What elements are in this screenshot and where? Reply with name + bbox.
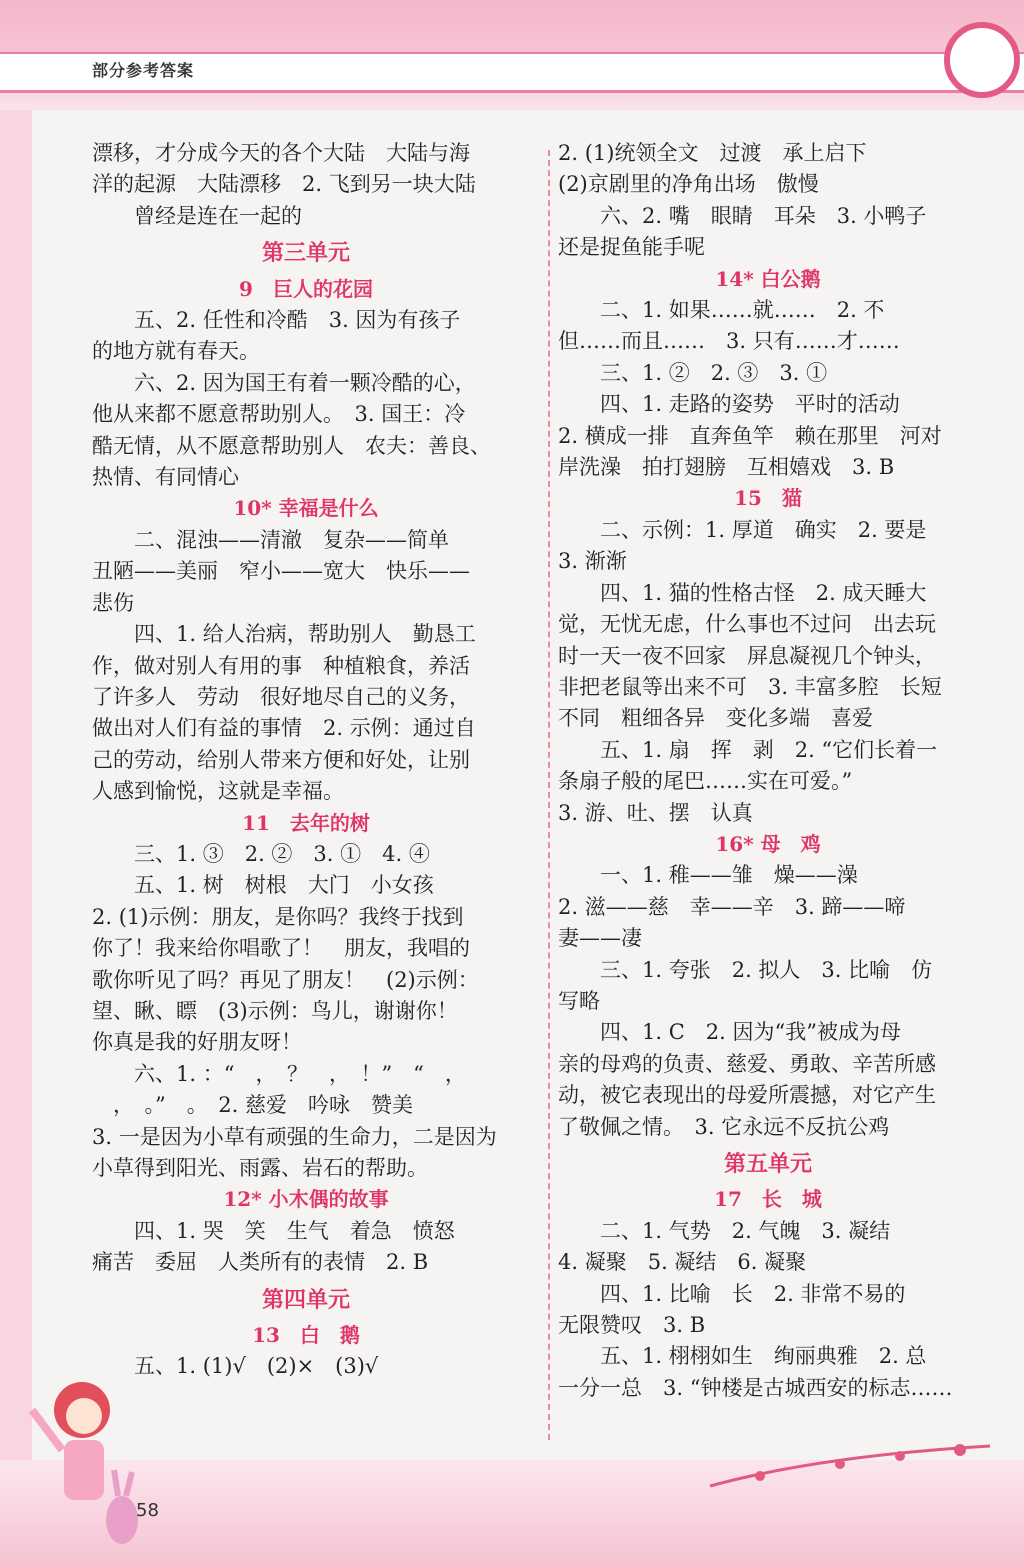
answer-line: 悲伤 — [92, 590, 134, 615]
lesson-heading: 15 猫 — [734, 486, 802, 511]
answer-line: 酷无情，从不愿意帮助别人 农夫：善良、 — [92, 433, 491, 458]
answer-line: 了敬佩之情。 3. 它永远不反抗公鸡 — [558, 1114, 890, 1139]
answer-line: 2. (1)示例：朋友，是你吗？我终于找到 — [92, 904, 464, 929]
answer-line: 还是捉鱼能手呢 — [558, 235, 705, 260]
answer-line: 二、1. 气势 2. 气魄 3. 凝结 — [600, 1218, 891, 1243]
answer-line: 二、示例：1. 厚道 确实 2. 要是 — [600, 517, 927, 542]
lesson-heading: 14* 白公鹅 — [715, 266, 821, 291]
answer-line: 3. 渐渐 — [558, 549, 627, 574]
answer-line: 亲的母鸡的负责、慈爱、勇敢、辛苦所感 — [558, 1051, 936, 1076]
answer-line: 一分一总 3. “钟楼是古城西安的标志…… — [558, 1375, 953, 1400]
page-header-title: 部分参考答案 — [92, 61, 195, 80]
lesson-heading: 9 巨人的花园 — [239, 276, 373, 301]
answer-line: 你真是我的好朋友呀！ — [92, 1030, 302, 1055]
answer-line: 无限赞叹 3. B — [558, 1313, 706, 1338]
answer-line: 作，做对别人有用的事 种植粮食，养活 — [92, 653, 470, 678]
answer-line: 但……而且…… 3. 只有……才…… — [558, 329, 900, 354]
answer-line: 四、1. 给人治病，帮助别人 勤恳工 — [134, 622, 476, 647]
lesson-heading: 13 白 鹅 — [252, 1323, 360, 1348]
left-column — [92, 138, 520, 1383]
answer-line: 了许多人 劳动 很好地尽自己的义务， — [92, 684, 470, 709]
answer-line: 二、混浊——清澈 复杂——简单 — [134, 527, 449, 552]
answer-line: 动，被它表现出的母爱所震撼，对它产生 — [558, 1083, 936, 1108]
answer-line: ， 。” 。 2. 慈爱 吟咏 赞美 — [92, 1093, 413, 1118]
lesson-heading: 17 长 城 — [714, 1187, 822, 1212]
answer-line: 二、1. 如果……就…… 2. 不 — [600, 298, 885, 323]
answer-line: 五、1. 扇 挥 剥 2. “它们长着一 — [600, 737, 938, 762]
answer-line: (2)京剧里的净角出场 傲慢 — [558, 172, 819, 197]
answer-line: 六、2. 因为国王有着一颗冷酷的心， — [134, 370, 476, 395]
answer-line: 五、1. 树 树根 大门 小女孩 — [134, 873, 434, 898]
answer-line: 3. 游、吐、摆 认真 — [558, 800, 753, 825]
answer-line: 3. 一是因为小草有顽强的生命力，二是因为 — [92, 1124, 497, 1149]
answer-line: 五、2. 任性和冷酷 3. 因为有孩子 — [134, 308, 461, 333]
answer-line: 你了！我来给你唱歌了！ 朋友，我唱的 — [92, 936, 470, 961]
answer-line: 岸洗澡 拍打翅膀 互相嬉戏 3. B — [558, 455, 895, 480]
unit-heading: 第三单元 — [261, 240, 350, 267]
unit-heading: 第四单元 — [261, 1286, 350, 1313]
answer-line: 的地方就有春天。 — [92, 339, 260, 364]
answer-line: 丑陋——美丽 窄小——宽大 快乐—— — [92, 559, 470, 584]
answer-line: 五、1. 栩栩如生 绚丽典雅 2. 总 — [600, 1344, 927, 1369]
answer-line: 一、1. 稚——雏 燥——澡 — [600, 863, 858, 888]
answer-line: 他从来都不愿意帮助别人。 3. 国王：冷 — [92, 402, 466, 427]
answer-line: 做出对人们有益的事情 2. 示例：通过自 — [92, 716, 476, 741]
lesson-heading: 12* 小木偶的故事 — [223, 1187, 389, 1212]
circle-decoration-icon — [944, 22, 1020, 98]
answer-line: 小草得到阳光、雨露、岩石的帮助。 — [92, 1156, 428, 1180]
answer-line: 写略 — [558, 988, 600, 1013]
answer-line: 六、2. 嘴 眼睛 耳朵 3. 小鸭子 — [600, 203, 927, 228]
lesson-heading: 10* 幸福是什么 — [233, 496, 379, 521]
answer-line: 己的劳动，给别人带来方便和好处，让别 — [92, 747, 470, 772]
answer-line: 四、1. 哭 笑 生气 着急 愤怒 — [134, 1218, 455, 1243]
answer-line: 条扇子般的尾巴……实在可爱。” — [558, 769, 853, 794]
answer-line: 三、1. ③ 2. ② 3. ① 4. ④ — [134, 841, 430, 866]
answer-line: 五、1. (1)√ (2)× (3)√ — [134, 1354, 379, 1379]
answer-line: 觉，无忧无虑，什么事也不过问 出去玩 — [558, 612, 936, 637]
answer-line: 四、1. 猫的性格古怪 2. 成天睡大 — [600, 580, 927, 605]
cartoon-girl-icon — [22, 1370, 152, 1560]
answer-line: 2. 横成一排 直奔鱼竿 赖在那里 河对 — [558, 423, 942, 448]
answer-line: 妻——凄 — [558, 926, 642, 951]
page-number: 58 — [136, 1500, 159, 1521]
answer-line: 2. (1)统领全文 过渡 承上启下 — [558, 141, 867, 165]
answer-line: 非把老鼠等出来不可 3. 丰富多腔 长短 — [558, 674, 942, 699]
answer-line: 不同 粗细各异 变化多端 喜爱 — [558, 706, 873, 731]
answer-line: 漂移，才分成今天的各个大陆 大陆与海 — [92, 141, 470, 165]
answer-line: 4. 凝聚 5. 凝结 6. 凝聚 — [558, 1250, 807, 1275]
answer-line: 六、1. ：“ ， ？ ， ！” “ ， — [134, 1061, 466, 1086]
answer-line: 三、1. 夸张 2. 拟人 3. 比喻 仿 — [600, 957, 933, 982]
answer-line: 曾经是连在一起的 — [134, 203, 302, 228]
answer-line: 歌你听见了吗？再见了朋友！ (2)示例： — [92, 967, 479, 992]
unit-heading: 第五单元 — [723, 1151, 812, 1177]
column-divider — [548, 150, 550, 1440]
flower-decoration-icon — [700, 1436, 1000, 1496]
answer-line: 时一天一夜不回家 屏息凝视几个钟头， — [558, 643, 936, 668]
answer-line: 痛苦 委屈 人类所有的表情 2. B — [92, 1250, 429, 1275]
answer-line: 四、1. 走路的姿势 平时的活动 — [600, 392, 900, 417]
answer-line: 四、1. 比喻 长 2. 非常不易的 — [600, 1281, 906, 1306]
lesson-heading: 11 去年的树 — [242, 810, 370, 835]
left-edge-decoration — [0, 110, 32, 1565]
answer-line: 三、1. ② 2. ③ 3. ① — [600, 360, 828, 385]
answer-line: 洋的起源 大陆漂移 2. 飞到另一块大陆 — [92, 172, 476, 197]
answer-line: 热情、有同情心 — [92, 465, 239, 490]
answer-line: 望、瞅、瞟 (3)示例：鸟儿，谢谢你！ — [92, 998, 458, 1023]
answer-line: 四、1. C 2. 因为“我”被成为母 — [600, 1020, 901, 1045]
answer-line: 2. 滋——慈 幸——辛 3. 蹄——啼 — [558, 894, 906, 919]
lesson-heading: 16* 母 鸡 — [715, 831, 821, 856]
right-column — [558, 138, 978, 1404]
answer-line: 人感到愉悦，这就是幸福。 — [92, 779, 344, 804]
